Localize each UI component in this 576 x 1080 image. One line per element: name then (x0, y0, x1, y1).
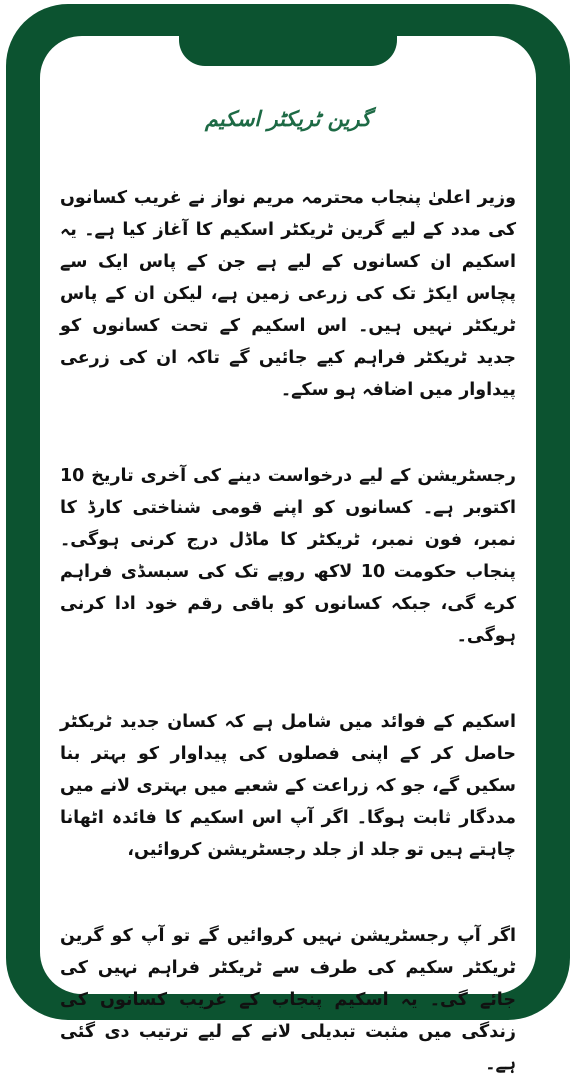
paragraph-registration: رجسٹریشن کے لیے درخواست دینے کی آخری تاریخ 10 اکتوبر ہے۔ کسانوں کو اپنے قومی شناختی کارڈ کا نمبر، فون نمبر، ٹریکٹر کا ماڈل درج کرنی ہوگی۔ پنجاب حکومت 10 لاکھ روپے تک کی سبسڈی فراہم کرے گی، جبکہ کسانوں کو باقی رقم خود ادا کرنی ہوگی۔ (60, 466, 516, 646)
paragraph-benefits: اسکیم کے فوائد میں شامل ہے کہ کسان جدید ٹریکٹر حاصل کر کے اپنی فصلوں کی پیداوار کو بہتر بنا سکیں گے، جو کہ زراعت کے شعبے میں بہتری لانے میں مددگار ثابت ہوگا۔ اگر آپ اس اسکیم کا فائدہ اٹھانا چاہتے ہیں تو جلد از جلد رجسٹریشن کروائیں، (60, 712, 516, 860)
phone-frame (6, 4, 570, 1074)
paragraph-warning: اگر آپ رجسٹریشن نہیں کروائیں گے تو آپ کو گرین ٹریکٹر سکیم کی طرف سے ٹریکٹر فراہم نہیں کی جائے گی۔ یہ اسکیم پنجاب کے غریب کسانوں کی زندگی میں مثبت تبدیلی لانے کے لیے ترتیب دی گئی ہے۔ (60, 926, 516, 1074)
phone-notch (179, 32, 397, 66)
paragraph-intro: وزیر اعلیٰ پنجاب محترمہ مریم نواز نے غریب کسانوں کی مدد کے لیے گرین ٹریکٹر اسکیم کا آغاز کیا ہے۔ یہ اسکیم ان کسانوں کے لیے ہے جن کے پاس ایک سے پچاس ایکڑ تک کی زرعی زمین ہے، لیکن ان کے پاس ٹریکٹر نہیں ہیں۔ اس اسکیم کے تحت کسانوں کو جدید ٹریکٹر فراہم کیے جائیں گے تاکہ ان کی زرعی پیداوار میں اضافہ ہو سکے۔ (60, 188, 516, 400)
phone-screen (40, 36, 536, 1074)
page-title: گرین ٹریکٹر اسکیم (204, 106, 372, 131)
article-body (60, 182, 516, 1080)
